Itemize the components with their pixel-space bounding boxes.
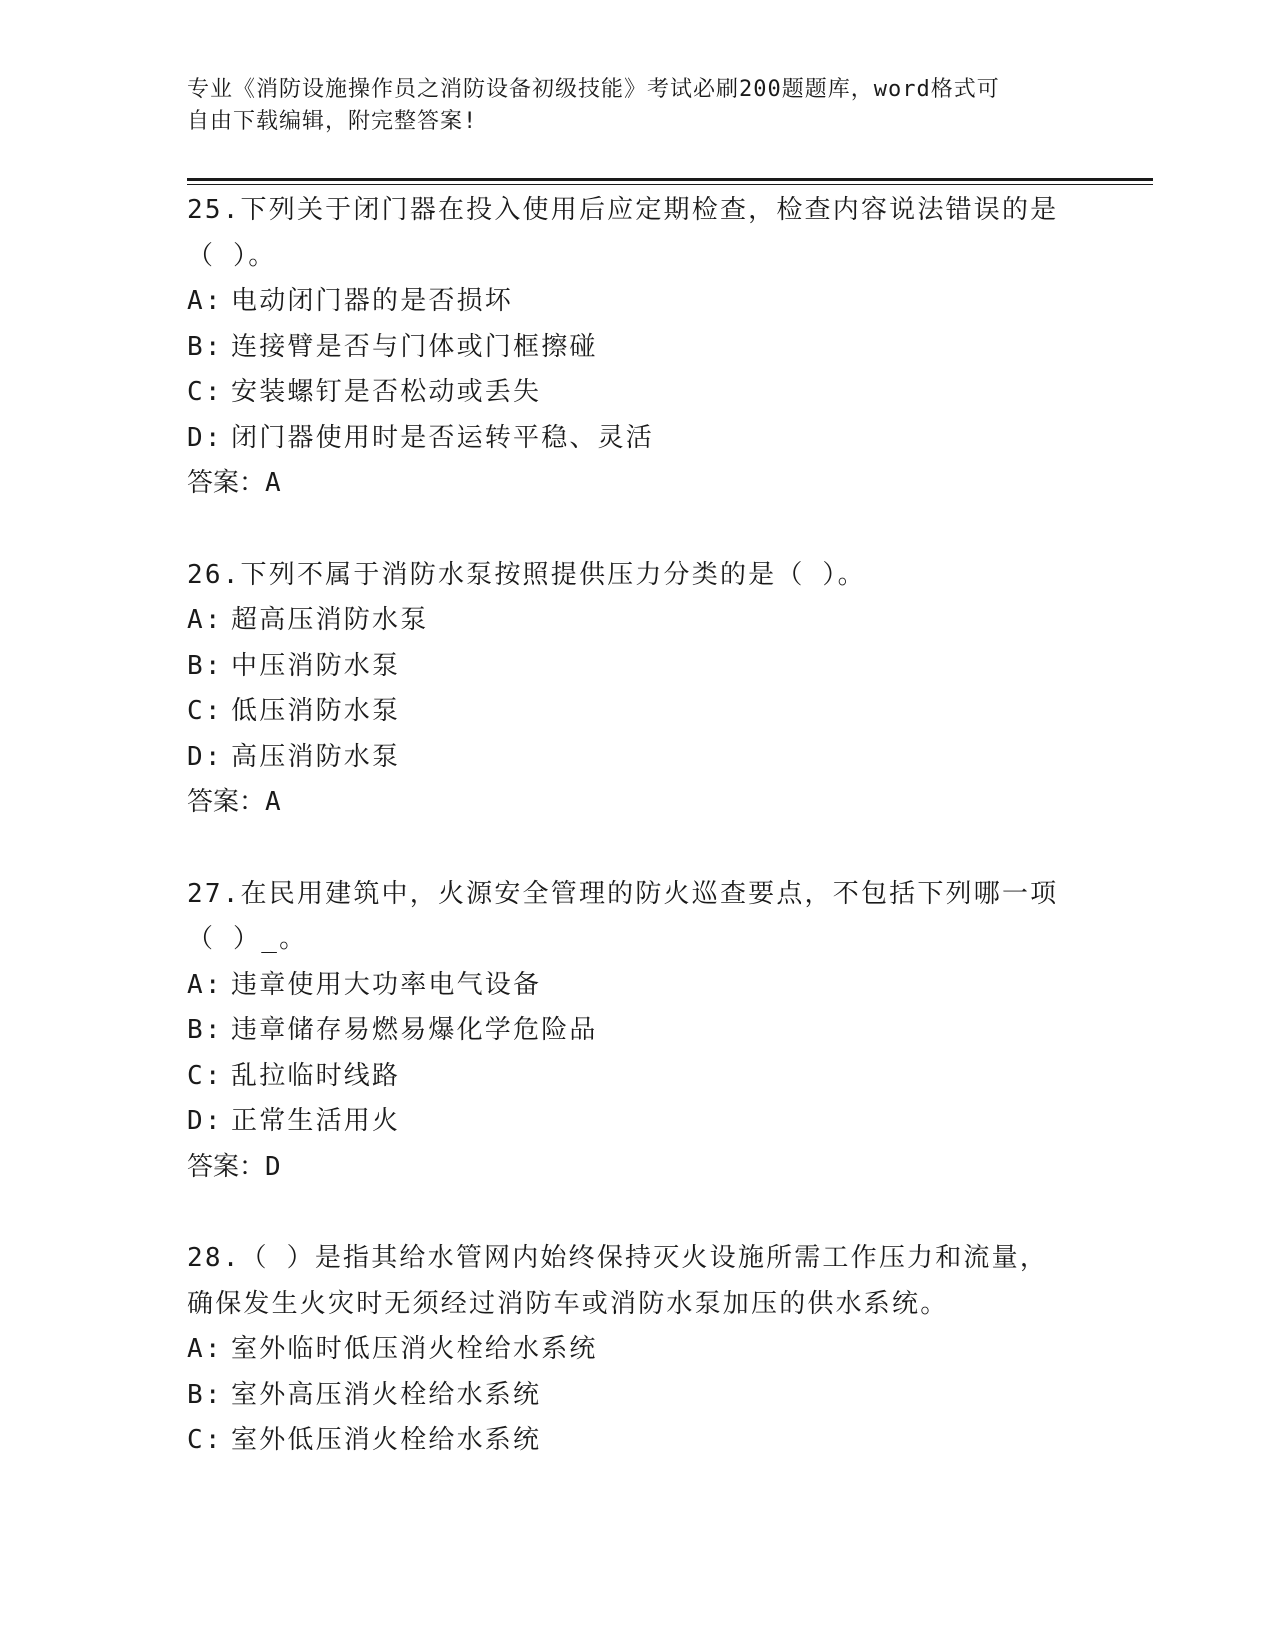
option-text: 中压消防水泵: [231, 650, 401, 681]
option-letter: A:: [187, 969, 223, 1000]
option-b: [187, 1008, 1087, 1054]
option-d: [187, 735, 1087, 781]
option-text: 超高压消防水泵: [231, 605, 429, 635]
question-25: [187, 188, 1087, 507]
question-list: [187, 188, 1087, 1510]
option-letter: C:: [187, 696, 223, 726]
option-letter: B:: [187, 331, 223, 362]
answer-value: D: [265, 1151, 281, 1182]
answer-label: 答案：: [187, 787, 266, 817]
option-c: [187, 689, 1087, 735]
option-letter: D:: [187, 1106, 223, 1136]
question-stem-continued: 确保发生火灾时无须经过消防车或消防水泵加压的供水系统。: [187, 1288, 949, 1319]
option-text: 连接臂是否与门体或门框擦碰: [231, 331, 598, 362]
option-c: [187, 1054, 1087, 1100]
answer-label: 答案：: [187, 468, 266, 498]
option-b: [187, 644, 1087, 690]
header-line-2: 自由下载编辑，附完整答案!: [187, 109, 478, 134]
question-stem-continued: （ ）。: [187, 240, 277, 271]
answer-line: [187, 780, 1087, 826]
option-text: 违章使用大功率电气设备: [231, 969, 542, 1000]
option-b: [187, 1373, 1087, 1419]
option-d: [187, 1099, 1087, 1145]
option-letter: C:: [187, 377, 223, 407]
option-letter: B:: [187, 1379, 223, 1410]
option-letter: A:: [187, 1334, 223, 1364]
question-stem: 25.下列关于闭门器在投入使用后应定期检查，检查内容说法错误的是: [187, 195, 1059, 225]
answer-value: A: [265, 787, 281, 817]
option-text: 正常生活用火: [231, 1106, 401, 1136]
option-text: 高压消防水泵: [231, 741, 401, 772]
option-a: [187, 279, 1087, 325]
question-stem: 28.（ ）是指其给水管网内始终保持灭火设施所需工作压力和流量，: [187, 1243, 1049, 1273]
option-letter: B:: [187, 1015, 223, 1045]
question-28: [187, 1236, 1087, 1464]
option-letter: D:: [187, 422, 223, 453]
answer-label: 答案：: [187, 1151, 266, 1182]
option-letter: A:: [187, 605, 223, 635]
option-letter: C:: [187, 1060, 223, 1091]
answer-line: [187, 1145, 1087, 1191]
option-a: [187, 598, 1087, 644]
document-header: [187, 74, 1087, 138]
question-stem: 27.在民用建筑中，火源安全管理的防火巡查要点，不包括下列哪一项: [187, 878, 1059, 909]
answer-line: [187, 461, 1087, 507]
header-divider-thick: [187, 178, 1153, 181]
answer-value: A: [265, 468, 281, 498]
option-a: [187, 1327, 1087, 1373]
option-text: 安装螺钉是否松动或丢失: [231, 377, 542, 407]
option-c: [187, 1418, 1087, 1464]
header-divider-thin: [187, 184, 1153, 185]
header-line-1: 专业《消防设施操作员之消防设备初级技能》考试必刷200题题库，word格式可: [187, 77, 1000, 102]
option-text: 室外低压消火栓给水系统: [231, 1425, 542, 1455]
option-text: 违章储存易燃易爆化学危险品: [231, 1015, 598, 1045]
option-text: 闭门器使用时是否运转平稳、灵活: [231, 422, 655, 453]
question-27: [187, 872, 1087, 1191]
option-letter: C:: [187, 1425, 223, 1455]
question-stem-continued: （ ）_。: [187, 924, 308, 954]
question-26: [187, 553, 1087, 826]
option-text: 室外高压消火栓给水系统: [231, 1379, 542, 1410]
option-text: 低压消防水泵: [231, 696, 401, 726]
question-stem: 26.下列不属于消防水泵按照提供压力分类的是（ ）。: [187, 559, 866, 590]
option-a: [187, 963, 1087, 1009]
option-d: [187, 416, 1087, 462]
option-text: 电动闭门器的是否损坏: [231, 286, 514, 316]
option-text: 室外临时低压消火栓给水系统: [231, 1334, 598, 1364]
option-letter: A:: [187, 286, 223, 316]
option-c: [187, 370, 1087, 416]
option-letter: B:: [187, 650, 223, 681]
option-text: 乱拉临时线路: [231, 1060, 401, 1091]
option-b: [187, 325, 1087, 371]
option-letter: D:: [187, 741, 223, 772]
